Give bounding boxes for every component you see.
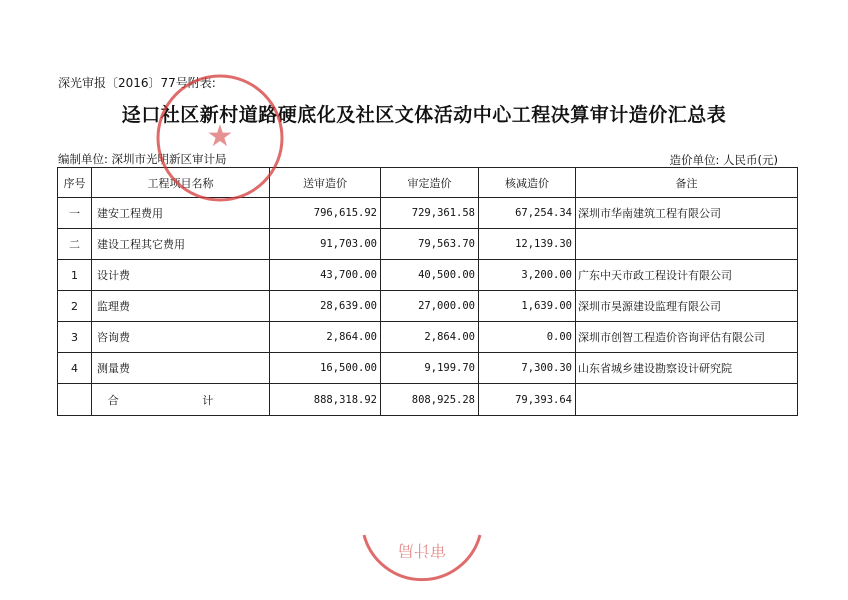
row-submitted: 43,700.00: [270, 260, 381, 291]
row-reduced: 67,254.34: [479, 198, 576, 229]
official-seal-bottom: [352, 515, 492, 600]
row-reduced: 1,639.00: [479, 291, 576, 322]
table-row: [58, 291, 798, 322]
svg-text:审计局: 审计局: [397, 541, 447, 560]
row-name: 测量费: [92, 353, 270, 384]
row-approved: 729,361.58: [381, 198, 479, 229]
total-reduced: 79,393.64: [479, 384, 576, 416]
row-no: 二: [58, 229, 92, 260]
table-header-row: [58, 168, 798, 198]
total-row: [58, 384, 798, 416]
table-row: [58, 198, 798, 229]
row-approved: 79,563.70: [381, 229, 479, 260]
table-row: [58, 322, 798, 353]
row-name: 建安工程费用: [92, 198, 270, 229]
total-note: [576, 384, 798, 416]
row-submitted: 28,639.00: [270, 291, 381, 322]
row-note: 深圳市昊源建设监理有限公司: [576, 291, 798, 322]
header-no: 序号: [58, 168, 92, 198]
row-no: 3: [58, 322, 92, 353]
header-reduced: 核减造价: [479, 168, 576, 198]
document-reference: 深光审报〔2016〕77号附表:: [58, 76, 216, 90]
header-note: 备注: [576, 168, 798, 198]
table-row: [58, 260, 798, 291]
total-no: [58, 384, 92, 416]
row-no: 1: [58, 260, 92, 291]
row-name: 设计费: [92, 260, 270, 291]
total-approved: 808,925.28: [381, 384, 479, 416]
header-submitted: 送审造价: [270, 168, 381, 198]
row-note: 深圳市创智工程造价咨询评估有限公司: [576, 322, 798, 353]
row-note: [576, 229, 798, 260]
total-submitted: 888,318.92: [270, 384, 381, 416]
currency-unit: 造价单位: 人民币(元): [669, 153, 778, 167]
row-submitted: 2,864.00: [270, 322, 381, 353]
header-project-name: 工程项目名称: [92, 168, 270, 198]
row-approved: 2,864.00: [381, 322, 479, 353]
row-note: 深圳市华南建筑工程有限公司: [576, 198, 798, 229]
row-note: 广东中天市政工程设计有限公司: [576, 260, 798, 291]
row-name: 咨询费: [92, 322, 270, 353]
row-approved: 27,000.00: [381, 291, 479, 322]
row-reduced: 12,139.30: [479, 229, 576, 260]
table-row: [58, 229, 798, 260]
document-title: 迳口社区新村道路硬底化及社区文体活动中心工程决算审计造价汇总表: [121, 104, 727, 126]
row-submitted: 16,500.00: [270, 353, 381, 384]
row-no: 4: [58, 353, 92, 384]
row-reduced: 3,200.00: [479, 260, 576, 291]
summary-table: [57, 167, 798, 416]
header-approved: 审定造价: [381, 168, 479, 198]
preparing-unit: 编制单位: 深圳市光明新区审计局: [58, 152, 227, 166]
row-no: 一: [58, 198, 92, 229]
row-submitted: 91,703.00: [270, 229, 381, 260]
row-name: 监理费: [92, 291, 270, 322]
row-reduced: 0.00: [479, 322, 576, 353]
row-name: 建设工程其它费用: [92, 229, 270, 260]
row-approved: 9,199.70: [381, 353, 479, 384]
table-row: [58, 353, 798, 384]
total-label: 合 计: [92, 384, 270, 416]
row-approved: 40,500.00: [381, 260, 479, 291]
row-reduced: 7,300.30: [479, 353, 576, 384]
row-no: 2: [58, 291, 92, 322]
row-note: 山东省城乡建设勘察设计研究院: [576, 353, 798, 384]
svg-text:★: ★: [206, 119, 234, 154]
row-submitted: 796,615.92: [270, 198, 381, 229]
